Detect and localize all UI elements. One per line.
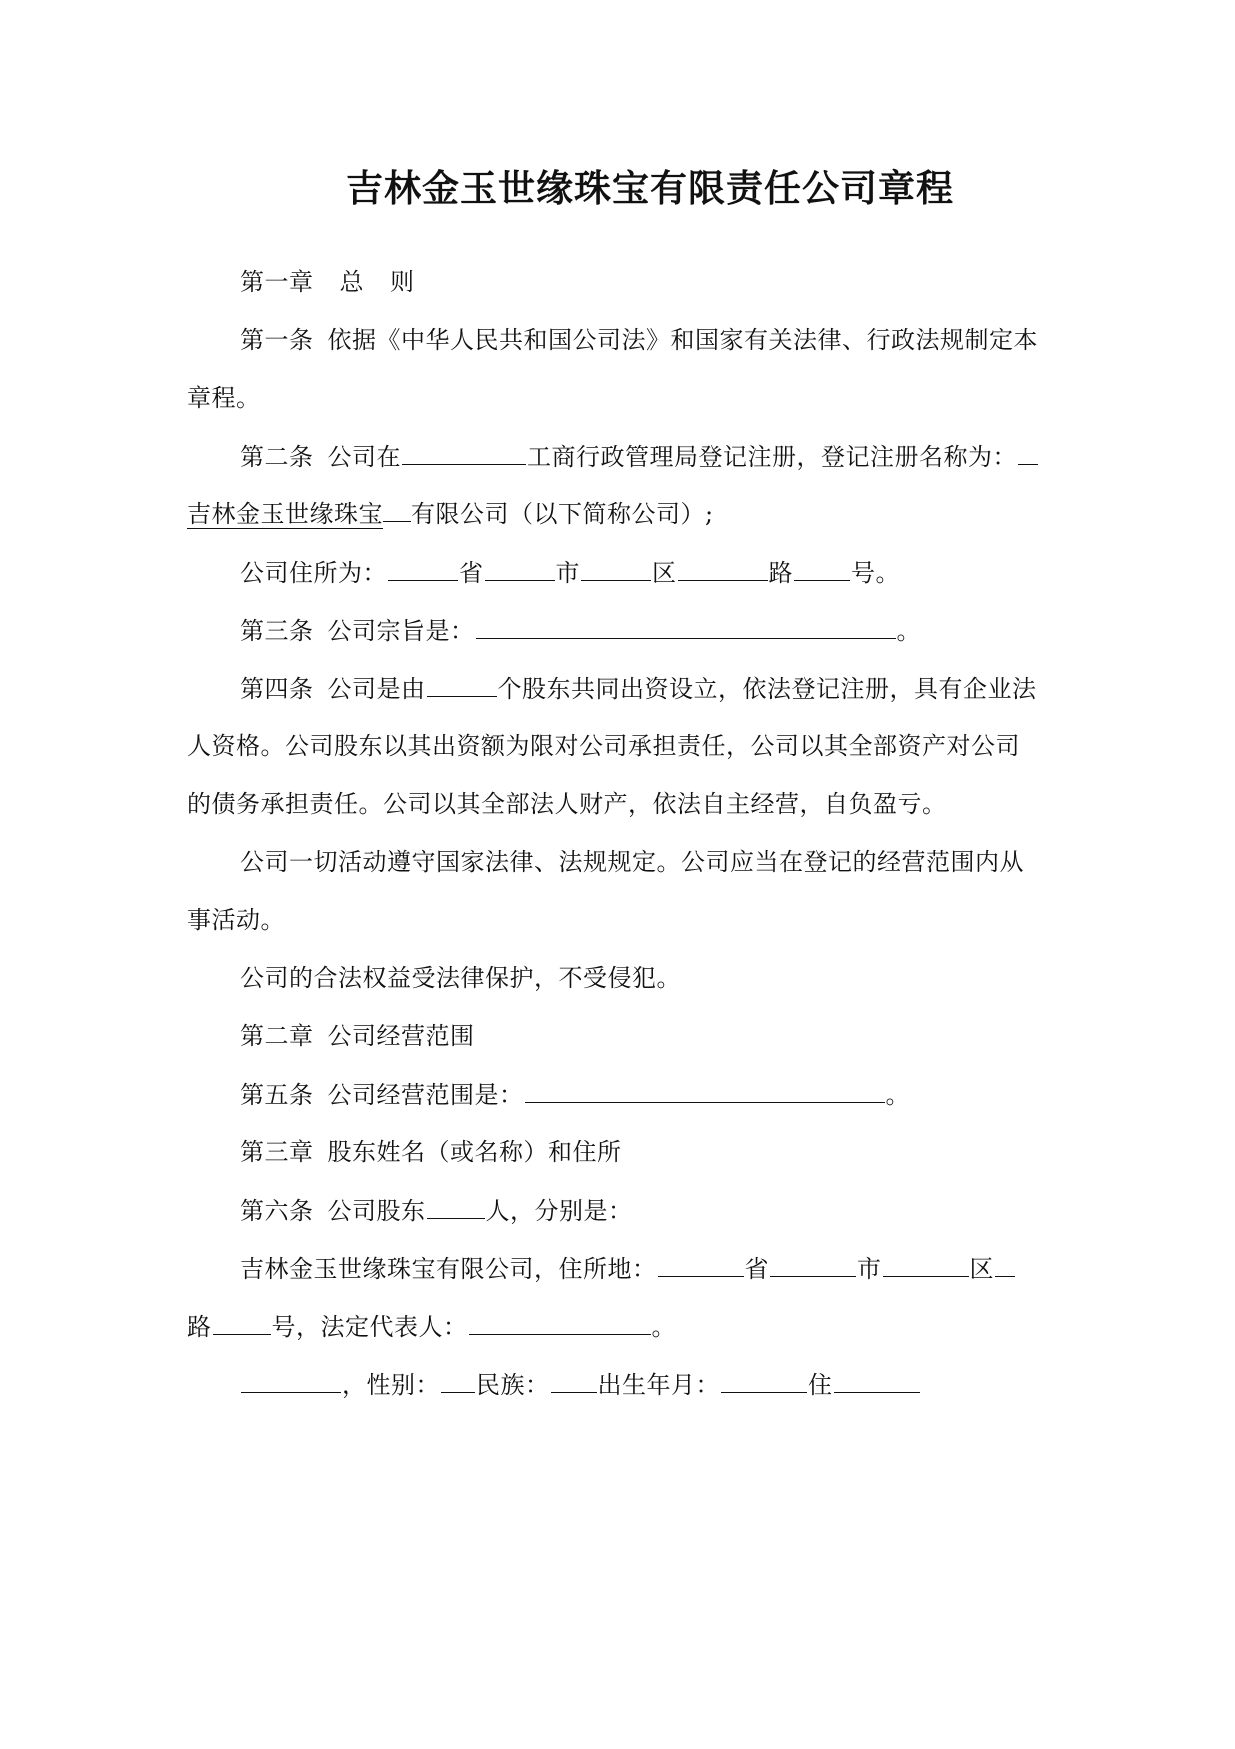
person-line <box>240 1368 921 1401</box>
shareholder-province-blank <box>658 1252 744 1277</box>
article-6-text-1: 公司股东 <box>327 1197 426 1225</box>
person-name-blank <box>241 1368 341 1393</box>
chapter-2-heading <box>240 1020 475 1052</box>
article-2-label: 第二条 <box>240 443 314 471</box>
shareholder-road-blank-start <box>995 1252 1015 1277</box>
article-1-text-1: 依据《中华人民共和国公司法》和国家有关法律、行政法规制定本 <box>327 326 1038 354</box>
shareholder-city-text: 市 <box>857 1255 882 1283</box>
district-blank <box>581 556 651 581</box>
chapter-2-label: 第二章 <box>240 1022 314 1050</box>
article-6-text-2: 人，分别是： <box>485 1197 633 1225</box>
chapter-3-label: 第三章 <box>240 1138 314 1166</box>
activity-line-1: 公司一切活动遵守国家法律、法规规定。公司应当在登记的经营范围内从 <box>240 848 1024 876</box>
shareholder-line-1 <box>240 1252 1016 1285</box>
article-1-label: 第一条 <box>240 326 314 354</box>
shareholder-road-text: 路 <box>187 1313 212 1341</box>
address-label: 公司住所为： <box>240 559 387 587</box>
article-6-line <box>240 1194 633 1227</box>
article-1-line-1 <box>240 324 1038 356</box>
article-2-text-2: 工商行政管理局登记注册，登记注册名称为： <box>527 443 1017 471</box>
article-2-text-3: 有限公司（以下简称公司）; <box>411 500 714 528</box>
article-2-line-1 <box>240 440 1039 473</box>
road-text: 路 <box>768 559 793 587</box>
shareholder-province-text: 省 <box>744 1255 769 1283</box>
article-4-text-2: 个股东共同出资设立，依法登记注册，具有企业法 <box>497 675 1037 703</box>
article-4-line-2: 人资格。公司股东以其出资额为限对公司承担责任，公司以其全部资产对公司 <box>187 732 1020 760</box>
article-3-end: 。 <box>896 617 921 645</box>
shareholder-district-text: 区 <box>969 1255 994 1283</box>
address-line <box>240 556 900 589</box>
document-title: 吉林金玉世缘珠宝有限责任公司章程 <box>346 166 954 210</box>
chapter-3-heading <box>240 1136 622 1168</box>
shareholder-number-text: 号，法定代表人： <box>271 1313 468 1341</box>
article-4-text-1: 公司是由 <box>327 675 426 703</box>
birth-label: 出生年月： <box>597 1371 720 1399</box>
article-5-end: 。 <box>885 1081 910 1109</box>
article-3-label: 第三条 <box>240 617 314 645</box>
article-5-line <box>240 1078 910 1111</box>
article-4-line-1 <box>240 672 1037 705</box>
number-text: 号。 <box>851 559 900 587</box>
ethnicity-blank <box>551 1368 597 1393</box>
article-4-label: 第四条 <box>240 675 314 703</box>
chapter-3-text: 股东姓名（或名称）和住所 <box>327 1138 622 1166</box>
shareholder-count-blank <box>427 672 497 697</box>
chapter-1-word-1: 总 <box>339 268 364 296</box>
legal-representative-blank <box>469 1310 651 1335</box>
gender-label: ，性别： <box>342 1371 440 1399</box>
gender-blank <box>441 1368 475 1393</box>
activity-line-2: 事活动。 <box>187 906 285 934</box>
article-1-line-2: 章程。 <box>187 384 261 412</box>
article-3-text: 公司宗旨是： <box>327 617 475 645</box>
registration-name-blank-start <box>1018 440 1038 465</box>
article-5-label: 第五条 <box>240 1081 314 1109</box>
article-2-line-2 <box>187 498 714 530</box>
province-blank <box>388 556 458 581</box>
chapter-1-label: 第一章 <box>240 268 314 296</box>
article-3-line <box>240 614 921 647</box>
shareholders-number-blank <box>427 1194 485 1219</box>
province-text: 省 <box>459 559 484 587</box>
article-4-line-3: 的债务承担责任。公司以其全部法人财产，依法自主经营，自负盈亏。 <box>187 790 947 818</box>
shareholder-text: 吉林金玉世缘珠宝有限公司，住所地： <box>240 1255 657 1283</box>
article-5-text: 公司经营范围是： <box>327 1081 524 1109</box>
residence-label: 住 <box>808 1371 833 1399</box>
business-scope-blank <box>525 1078 885 1103</box>
district-text: 区 <box>652 559 677 587</box>
article-6-label: 第六条 <box>240 1197 314 1225</box>
shareholder-number-blank <box>213 1310 271 1335</box>
chapter-1-heading <box>240 266 415 298</box>
birth-blank <box>721 1368 807 1393</box>
registration-office-blank <box>402 440 526 465</box>
residence-blank <box>834 1368 920 1393</box>
chapter-1-word-2: 则 <box>390 268 415 296</box>
registered-name-underlined: 吉林金玉世缘珠宝 <box>187 500 383 528</box>
number-blank <box>794 556 850 581</box>
article-2-text-1: 公司在 <box>327 443 401 471</box>
ethnicity-label: 民族： <box>476 1371 550 1399</box>
purpose-blank <box>476 614 896 639</box>
rights-line: 公司的合法权益受法律保护，不受侵犯。 <box>240 964 681 992</box>
registered-name-underline-tail <box>383 521 411 522</box>
shareholder-city-blank <box>770 1252 856 1277</box>
city-text: 市 <box>555 559 580 587</box>
city-blank <box>485 556 555 581</box>
shareholder-district-blank <box>883 1252 969 1277</box>
shareholder-line-2 <box>187 1310 676 1343</box>
road-blank <box>678 556 768 581</box>
chapter-2-text: 公司经营范围 <box>327 1022 475 1050</box>
shareholder-end: 。 <box>651 1313 676 1341</box>
